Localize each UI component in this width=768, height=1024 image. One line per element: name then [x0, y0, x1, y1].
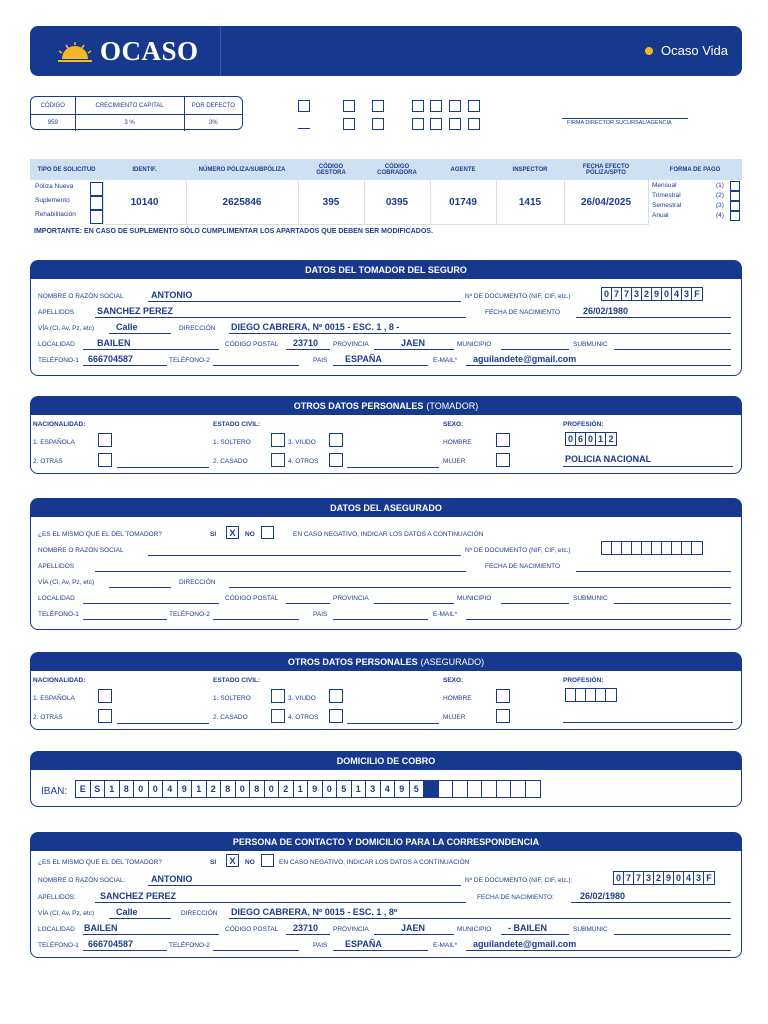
- nacimiento-field[interactable]: 26/02/1980: [580, 891, 626, 901]
- payment-label: Semestral: [652, 202, 682, 209]
- section-title: DATOS DEL ASEGURADO: [31, 499, 741, 517]
- documento-field[interactable]: [601, 287, 703, 301]
- otros-label: 4. OTROS: [288, 458, 319, 465]
- apellidos-field[interactable]: SANCHEZ PEREZ: [97, 306, 174, 316]
- mismo-label: ¿ES EL MISMO QUE EL DEL TOMADOR?: [38, 531, 163, 538]
- viudo-label: 3. VIUDO: [288, 439, 316, 446]
- negativo-label: EN CASO NEGATIVO, INDICAR LOS DATOS A CONTINUACIÓN: [279, 859, 470, 866]
- code-box[interactable]: [298, 100, 310, 112]
- municipio-label: MUNICIPIO: [457, 926, 492, 933]
- direccion-label: DIRECCIÓN: [179, 579, 216, 586]
- policy-header: CÓDIGO GESTORA: [298, 159, 364, 180]
- iban-field[interactable]: [75, 780, 541, 798]
- viudo-label: 3. VIUDO: [288, 695, 316, 702]
- nacimiento-field[interactable]: 26/02/1980: [583, 306, 629, 316]
- digit-cell: 0: [662, 288, 672, 300]
- soltero-label: 1. SOLTERO: [213, 439, 251, 446]
- cell-value: 3 %: [76, 115, 185, 131]
- cell-value: 3%: [208, 120, 218, 126]
- policy-header: INSPECTOR: [496, 159, 564, 180]
- payment-checkbox[interactable]: [730, 181, 740, 191]
- otras-checkbox[interactable]: [98, 709, 112, 723]
- code-box[interactable]: [430, 100, 442, 112]
- policy-header: IDENTIF.: [103, 159, 186, 180]
- digit-cell: [596, 689, 606, 701]
- iban-label: IBAN:: [41, 786, 68, 797]
- nombre-field[interactable]: ANTONIO: [151, 874, 193, 884]
- submunic-label: SUBMUNIC: [573, 595, 608, 602]
- direccion-label: DIRECCIÓN: [179, 325, 216, 332]
- si-checkbox[interactable]: X: [226, 854, 239, 867]
- digit-cell: [482, 781, 497, 797]
- municipio-label: MUNICIPIO: [457, 595, 492, 602]
- digit-cell: 9: [395, 781, 410, 797]
- si-checkbox[interactable]: X: [226, 526, 239, 539]
- digit-cell: 1: [596, 433, 606, 445]
- otros-checkbox[interactable]: [329, 709, 343, 723]
- digit-cell: 0: [586, 433, 596, 445]
- digit-cell: [586, 689, 596, 701]
- digit-cell: 3: [644, 872, 654, 884]
- digit-cell: [468, 781, 483, 797]
- digit-cell: F: [706, 873, 712, 883]
- section-title: OTROS DATOS PERSONALES (TOMADOR): [31, 397, 741, 415]
- col-header: CÓDIGO: [31, 97, 76, 114]
- tel1-label: TELÉFONO-1: [38, 357, 79, 364]
- digit-cell: 1: [352, 781, 367, 797]
- digit-cell: [526, 781, 541, 797]
- mujer-label: MUJER: [443, 714, 466, 721]
- nacimiento-label: FECHA DE NACIMIENTO: [485, 309, 561, 316]
- nacionalidad-label: NACIONALIDAD:: [33, 677, 86, 684]
- fecha-efecto-value: 26/04/2025: [564, 180, 648, 225]
- signature-line: [562, 118, 688, 119]
- negativo-label: EN CASO NEGATIVO, INDICAR LOS DATOS A CONTINUACIÓN: [293, 531, 484, 538]
- nacimiento-label: FECHA DE NACIMIENTO:: [477, 894, 554, 901]
- digit-cell: 8: [120, 781, 135, 797]
- policy-header: FORMA DE PAGO: [648, 159, 742, 180]
- section-contacto: [30, 832, 742, 958]
- code-box[interactable]: [468, 118, 480, 130]
- identif-value: 10140: [103, 180, 186, 225]
- policy-number-value: 2625846: [186, 180, 298, 225]
- code-box[interactable]: [412, 118, 424, 130]
- request-checkbox[interactable]: [90, 196, 103, 210]
- digit-cell: 1: [192, 781, 207, 797]
- col-header: POR DEFECTO: [191, 102, 235, 109]
- digit-cell: 6: [576, 433, 586, 445]
- nombre-label: NOMBRE O RAZÓN SOCIAL: [38, 293, 124, 300]
- cp-label: CÓDIGO POSTAL: [225, 341, 279, 348]
- submunic-label: SUBMUNIC: [573, 341, 608, 348]
- apellidos-label: APELLIDOS: [38, 309, 75, 316]
- digit-cell: 5: [337, 781, 352, 797]
- digit-cell: 4: [381, 781, 396, 797]
- capital-table: [30, 96, 243, 130]
- product-name: Ocaso Vida: [661, 43, 728, 58]
- tel2-label: TELÉFONO-2: [169, 357, 210, 364]
- dot-icon: [645, 47, 653, 55]
- code-box[interactable]: [372, 118, 384, 130]
- digit-cell: [622, 542, 632, 554]
- digit-cell: 0: [674, 872, 684, 884]
- payment-label: Mensual: [652, 182, 677, 189]
- header-divider: [220, 26, 221, 76]
- otras-label: 2. OTRAS: [33, 458, 63, 465]
- tel1-label: TELÉFONO-1: [38, 942, 79, 949]
- signature-label: FIRMA DIRECTOR SUCURSAL/AGENCIA: [567, 120, 672, 126]
- digit-cell: [511, 781, 526, 797]
- nacionalidad-label: NACIONALIDAD:: [33, 421, 86, 428]
- nombre-label: NOMBRE O RAZÓN SOCIAL: [38, 547, 124, 554]
- cp-field[interactable]: 23710: [293, 923, 319, 933]
- municipio-label: MUNICIPIO: [457, 341, 492, 348]
- soltero-checkbox[interactable]: [271, 689, 285, 703]
- estado-civil-label: ESTADO CIVIL:: [213, 421, 261, 428]
- digit-cell: 8: [250, 781, 265, 797]
- mismo-label: ¿ES EL MISMO QUE EL DEL TOMADOR?: [38, 859, 163, 866]
- product-label: [645, 43, 728, 58]
- header-bar: [30, 26, 742, 76]
- casado-checkbox[interactable]: [271, 709, 285, 723]
- digit-cell: [652, 542, 662, 554]
- tel2-label: TELÉFONO-2: [169, 611, 210, 618]
- policy-header: AGENTE: [430, 159, 496, 180]
- digit-cell: [566, 689, 576, 701]
- policy-table: [30, 159, 742, 225]
- tel2-label: TELÉFONO-2: [169, 942, 210, 949]
- col-header: CRECIMIENTO CAPITAL: [76, 97, 185, 114]
- hombre-label: HOMBRE: [443, 695, 472, 702]
- digit-cell: 2: [608, 434, 614, 444]
- email-field[interactable]: aguilandete@gmail.com: [473, 354, 577, 364]
- documento-label: Nº DE DOCUMENTO (NIF, CIF, etc.): [465, 293, 571, 300]
- digit-cell: 0: [323, 781, 338, 797]
- policy-header: FECHA EFECTO PÓLIZA/SPTO: [564, 159, 648, 180]
- via-label: VÍA (Cl, Av, Pz, etc): [38, 579, 95, 586]
- policy-header: NÚMERO PÓLIZA/SUBPÓLIZA: [186, 159, 298, 180]
- digit-cell: [453, 781, 468, 797]
- payment-label: Trimestral: [652, 192, 681, 199]
- digit-cell: 0: [134, 781, 149, 797]
- agente-value: 01749: [430, 180, 496, 225]
- digit-cell: 7: [622, 288, 632, 300]
- direccion-field[interactable]: DIEGO CABRERA, Nº 0015 - ESC. 1 , 8 -: [231, 322, 400, 332]
- section-tomador: [30, 260, 742, 376]
- localidad-field[interactable]: BAILEN: [97, 338, 131, 348]
- digit-cell: 4: [672, 288, 682, 300]
- viudo-checkbox[interactable]: [329, 689, 343, 703]
- espanola-checkbox[interactable]: [98, 433, 112, 447]
- request-checkbox[interactable]: [90, 182, 103, 196]
- digit-cell: 4: [684, 872, 694, 884]
- provincia-field[interactable]: JAEN: [401, 338, 426, 348]
- localidad-label: LOCALIDAD: [38, 595, 75, 602]
- documento-label: Nº DE DOCUMENTO (NIF, CIF, etc.): [465, 547, 571, 554]
- casado-checkbox[interactable]: [271, 453, 285, 467]
- otras-label: 2. OTRAS: [33, 714, 63, 721]
- otras-checkbox[interactable]: [98, 453, 112, 467]
- code-box[interactable]: [343, 118, 355, 130]
- cobradora-value: 0395: [364, 180, 430, 225]
- no-label: NO: [245, 531, 255, 538]
- no-checkbox[interactable]: [261, 526, 274, 539]
- digit-cell: 7: [624, 872, 634, 884]
- section-asegurado: [30, 498, 742, 630]
- digit-cell: [606, 689, 616, 701]
- submunic-label: SUBMUNIC: [573, 926, 608, 933]
- code-box[interactable]: [449, 100, 461, 112]
- localidad-label: LOCALIDAD: [38, 926, 75, 933]
- digit-cell: [632, 542, 642, 554]
- casado-label: 2. CASADO: [213, 714, 248, 721]
- email-label: E-MAIL*: [433, 611, 458, 618]
- espanola-label: 1. ESPAÑOLA: [33, 695, 75, 702]
- request-checkbox[interactable]: [90, 210, 103, 224]
- code-box[interactable]: [468, 100, 480, 112]
- policy-header: TIPO DE SOLICITUD: [30, 159, 103, 180]
- via-label: VÍA (Cl, Av, Pz, etc): [38, 910, 95, 917]
- digit-cell: 0: [566, 433, 576, 445]
- digit-cell: [682, 542, 692, 554]
- sexo-label: SEXO:: [443, 421, 464, 428]
- tel1-label: TELÉFONO-1: [38, 611, 79, 618]
- digit-cell: E: [76, 781, 91, 797]
- digit-cell: 1: [294, 781, 309, 797]
- profesion-label: PROFESIÓN:: [563, 677, 604, 684]
- code-box[interactable]: [412, 100, 424, 112]
- apellidos-field[interactable]: SANCHEZ PEREZ: [100, 891, 177, 901]
- section-title: OTROS DATOS PERSONALES (ASEGURADO): [31, 653, 741, 671]
- estado-civil-label: ESTADO CIVIL:: [213, 677, 261, 684]
- profesion-field[interactable]: POLICIA NACIONAL: [565, 454, 652, 464]
- digit-cell: [602, 542, 612, 554]
- inspector-value: 1415: [496, 180, 564, 225]
- nombre-label: NOMBRE O RAZÓN SOCIAL:: [38, 877, 126, 884]
- nacimiento-label: FECHA DE NACIMIENTO: [485, 563, 561, 570]
- hombre-checkbox[interactable]: [496, 433, 510, 447]
- cp-label: CÓDIGO POSTAL: [225, 595, 279, 602]
- si-label: SI: [210, 859, 217, 866]
- digit-cell: 9: [308, 781, 323, 797]
- pais-label: PAIS: [313, 357, 328, 364]
- request-type-label: Póliza Nueva: [35, 183, 74, 190]
- profesion-code-field[interactable]: [565, 688, 617, 702]
- digit-cell: 8: [221, 781, 236, 797]
- provincia-label: PROVINCIA: [333, 341, 369, 348]
- digit-cell: [692, 542, 702, 554]
- casado-label: 2. CASADO: [213, 458, 248, 465]
- payment-code: (3): [716, 202, 724, 209]
- code-underline: [298, 128, 310, 129]
- espanola-checkbox[interactable]: [98, 689, 112, 703]
- digit-cell: [497, 781, 512, 797]
- code-box[interactable]: [372, 100, 384, 112]
- request-type-label: Rehabilitación: [35, 211, 76, 218]
- digit-cell: 2: [279, 781, 294, 797]
- digit-cell: [576, 689, 586, 701]
- digit-cell: 1: [105, 781, 120, 797]
- digit-cell: 0: [614, 872, 624, 884]
- digit-cell: 3: [366, 781, 381, 797]
- pais-label: PAIS: [313, 942, 328, 949]
- section-title: DOMICILIO DE COBRO: [31, 752, 741, 770]
- section-title: PERSONA DE CONTACTO Y DOMICILIO PARA LA CORRESPONDENCIA: [31, 833, 741, 851]
- viudo-checkbox[interactable]: [329, 433, 343, 447]
- si-label: SI: [210, 531, 217, 538]
- digit-cell: 3: [682, 288, 692, 300]
- digit-cell: 2: [207, 781, 222, 797]
- provincia-field[interactable]: JAEN: [401, 923, 426, 933]
- cp-label: CÓDIGO POSTAL: [225, 926, 279, 933]
- email-label: E-MAIL*: [433, 357, 458, 364]
- digit-cell: 4: [163, 781, 178, 797]
- digit-cell: S: [91, 781, 106, 797]
- digit-cell: 9: [178, 781, 193, 797]
- digit-cell: 9: [664, 872, 674, 884]
- digit-cell: 7: [612, 288, 622, 300]
- direccion-field[interactable]: DIEGO CABRERA, Nº 0015 - ESC. 1 , 8º: [231, 907, 398, 917]
- payment-checkbox[interactable]: [730, 211, 740, 221]
- email-label: E-MAIL*: [433, 942, 458, 949]
- cp-field[interactable]: 23710: [293, 338, 319, 348]
- mujer-label: MUJER: [443, 458, 466, 465]
- digit-cell: 7: [634, 872, 644, 884]
- digit-cell: [439, 781, 454, 797]
- via-field[interactable]: Calle: [116, 322, 138, 332]
- via-label: VÍA (Cl, Av, Pz, etc): [38, 325, 95, 332]
- request-type-label: Suplemento: [35, 197, 70, 204]
- digit-cell: 0: [265, 781, 280, 797]
- digit-cell: [672, 542, 682, 554]
- no-label: NO: [245, 859, 255, 866]
- code-box[interactable]: [343, 100, 355, 112]
- hombre-label: HOMBRE: [443, 439, 472, 446]
- brand-name: OCASO: [100, 36, 199, 66]
- soltero-checkbox[interactable]: [271, 433, 285, 447]
- policy-header: CÓDIGO COBRADORA: [364, 159, 430, 180]
- section-title: DATOS DEL TOMADOR DEL SEGURO: [31, 261, 741, 279]
- espanola-label: 1. ESPAÑOLA: [33, 439, 75, 446]
- otros-checkbox[interactable]: [329, 453, 343, 467]
- section-otros-asegurado: [30, 652, 742, 730]
- apellidos-label: APELLIDOS:: [38, 894, 76, 901]
- digit-cell: [662, 542, 672, 554]
- important-note: IMPORTANTE: EN CASO DE SUPLEMENTO SÓLO CUMPLIMENTAR LOS APARTADOS QUE DEBEN SER MODIFICADOS.: [34, 228, 433, 235]
- brand-logo: [56, 36, 199, 67]
- payment-checkbox[interactable]: [730, 191, 740, 201]
- digit-cell: 3: [694, 872, 704, 884]
- localidad-field[interactable]: BAILEN: [84, 923, 118, 933]
- digit-cell: 2: [642, 288, 652, 300]
- digit-cell: 3: [632, 288, 642, 300]
- sexo-label: SEXO:: [443, 677, 464, 684]
- tel1-field[interactable]: 666704587: [88, 939, 134, 949]
- payment-checkbox[interactable]: [730, 201, 740, 211]
- digit-cell: 0: [236, 781, 251, 797]
- digit-cell: [612, 542, 622, 554]
- profesion-code-field[interactable]: [565, 432, 617, 446]
- direccion-label: DIRECCIÓN: [181, 910, 218, 917]
- digit-cell: [424, 781, 439, 797]
- payment-label: Anual: [652, 212, 669, 219]
- digit-cell: 0: [602, 288, 612, 300]
- digit-cell: F: [694, 289, 700, 299]
- section-cobro: [30, 751, 742, 807]
- sun-logo-icon: [56, 41, 94, 63]
- pais-field[interactable]: ESPAÑA: [345, 354, 382, 364]
- digit-cell: [642, 542, 652, 554]
- hombre-checkbox[interactable]: [496, 689, 510, 703]
- mujer-checkbox[interactable]: [496, 453, 510, 467]
- no-checkbox[interactable]: [261, 854, 274, 867]
- profesion-label: PROFESIÓN:: [563, 421, 604, 428]
- otros-label: 4. OTROS: [288, 714, 319, 721]
- section-otros-tomador: [30, 396, 742, 474]
- payment-code: (4): [716, 212, 724, 219]
- digit-cell: 2: [654, 872, 664, 884]
- payment-code: (2): [716, 192, 724, 199]
- soltero-label: 1. SOLTERO: [213, 695, 251, 702]
- apellidos-label: APELLIDOS: [38, 563, 75, 570]
- gestora-value: 395: [298, 180, 364, 225]
- payment-code: (1): [716, 182, 724, 189]
- nombre-field[interactable]: ANTONIO: [151, 290, 193, 300]
- documento-field[interactable]: [601, 541, 703, 555]
- digit-cell: 0: [149, 781, 164, 797]
- digit-cell: 9: [652, 288, 662, 300]
- code-box[interactable]: [430, 118, 442, 130]
- cell-value: 959: [31, 115, 76, 131]
- localidad-label: LOCALIDAD: [38, 341, 75, 348]
- pais-field[interactable]: ESPAÑA: [345, 939, 382, 949]
- municipio-field[interactable]: - BAILEN: [508, 923, 547, 933]
- pais-label: PAIS: [313, 611, 328, 618]
- documento-label: Nº DE DOCUMENTO (NIF, CIF, etc.):: [465, 877, 573, 884]
- provincia-label: PROVINCIA: [333, 926, 369, 933]
- documento-field[interactable]: [613, 871, 715, 885]
- via-field[interactable]: Calle: [116, 907, 138, 917]
- mujer-checkbox[interactable]: [496, 709, 510, 723]
- tel1-field[interactable]: 666704587: [88, 354, 134, 364]
- email-field[interactable]: aguilandete@gmail.com: [473, 939, 577, 949]
- provincia-label: PROVINCIA: [333, 595, 369, 602]
- digit-cell: 5: [410, 781, 425, 797]
- code-box[interactable]: [449, 118, 461, 130]
